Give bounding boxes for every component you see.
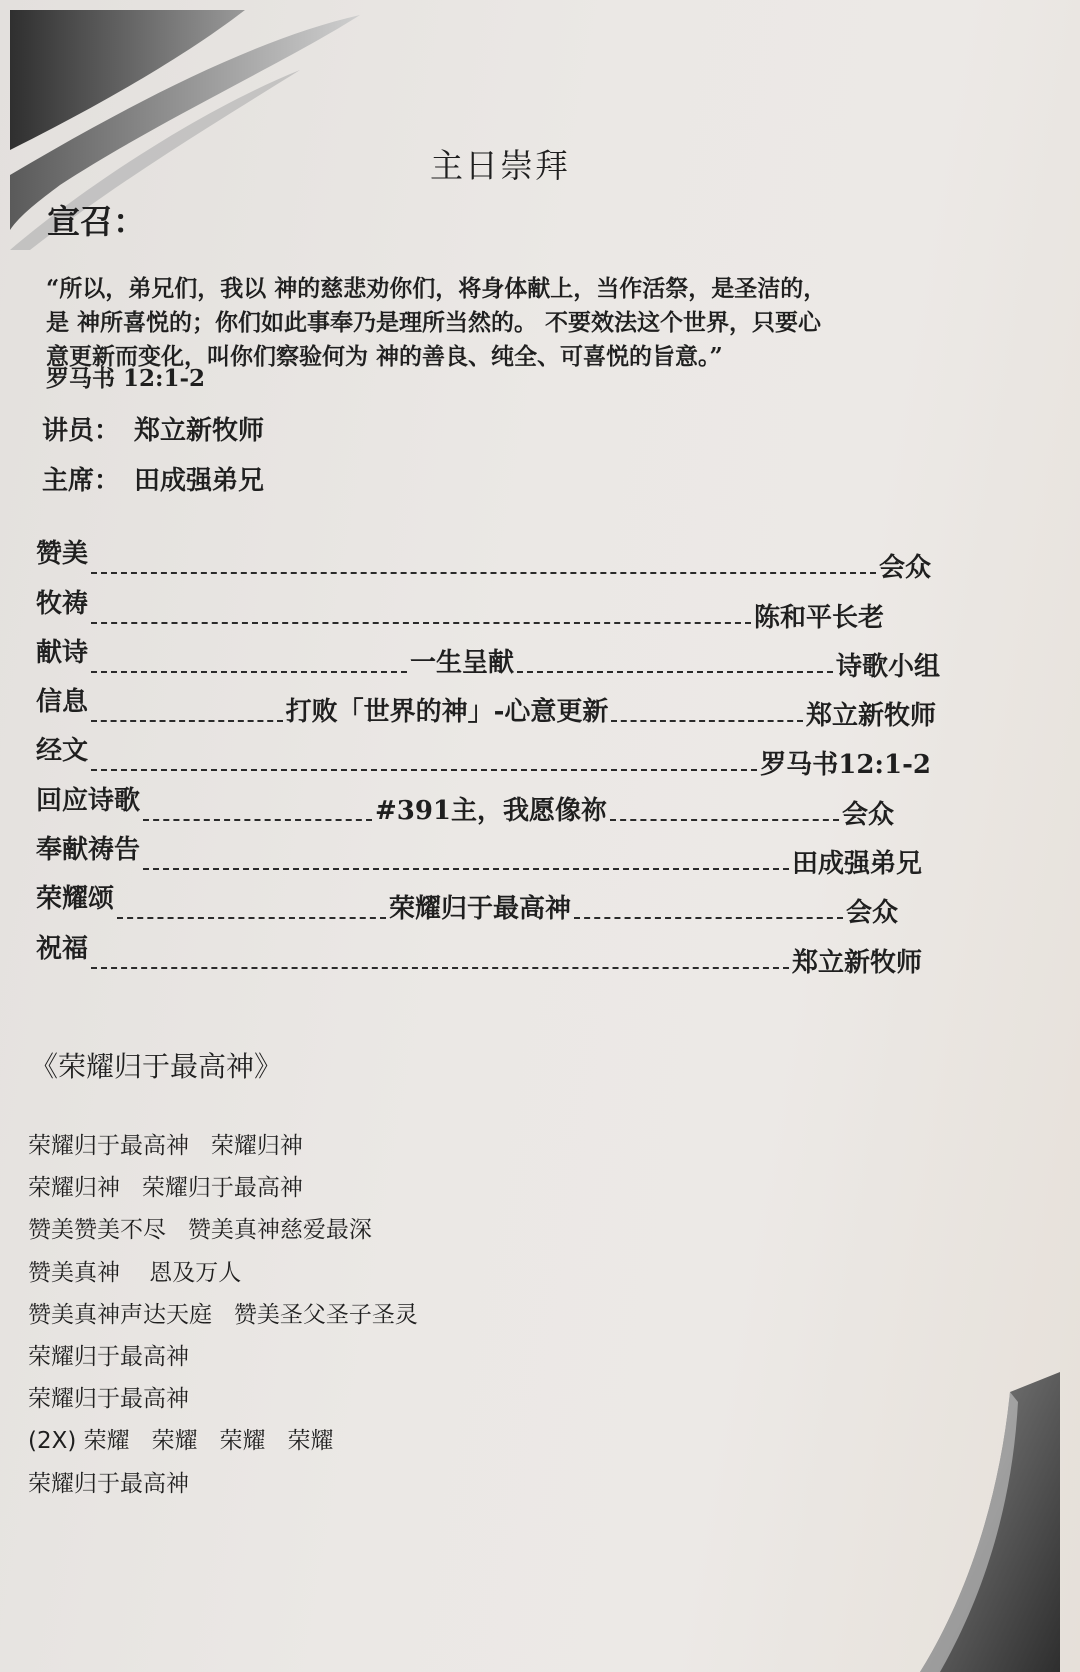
lyric-line: 赞美赞美不尽 赞美真神慈爱最深 (28, 1217, 372, 1244)
dashed-leader (91, 671, 407, 673)
page-title: 主日崇拜 (430, 146, 570, 185)
dashed-leader (91, 769, 757, 771)
speaker-label: 讲员： (42, 416, 121, 446)
dashed-leader (91, 967, 789, 969)
dashed-leader (143, 819, 372, 821)
hymn-lyrics (28, 1125, 418, 1505)
program-row (36, 831, 922, 880)
program-item: 回应诗歌 (36, 785, 141, 816)
program-row (36, 880, 898, 929)
program-leader: 田成强弟兄 (791, 849, 922, 880)
program-row (36, 732, 931, 781)
program-leader: 会众 (841, 799, 894, 830)
verse-line: 是 神所喜悦的；你们如此事奉乃是理所当然的。 不要效法这个世界，只要心 (46, 309, 822, 336)
dashed-leader (91, 622, 751, 624)
program-title: #391主，我愿像祢 (374, 795, 608, 826)
program-leader: 陈和平长老 (753, 602, 884, 633)
verse-line: “所以，弟兄们，我以 神的慈悲劝你们，将身体献上，当作活祭，是圣洁的， (46, 275, 827, 302)
program-item: 赞美 (36, 539, 89, 570)
hymn-title: 《荣耀归于最高神》 (30, 1050, 283, 1083)
program-item: 荣耀颂 (36, 884, 115, 915)
lyric-line: 赞美真神声达天庭 赞美圣父圣子圣灵 (28, 1301, 418, 1328)
call-to-worship-verse (46, 272, 936, 374)
order-of-service (36, 535, 941, 979)
dashed-leader (517, 671, 833, 673)
program-leader: 罗马书12:1-2 (760, 750, 931, 781)
program-leader: 会众 (846, 898, 899, 929)
program-row (36, 683, 936, 732)
dashed-leader (91, 720, 283, 722)
lyric-line: 荣耀归于最高神 (28, 1470, 189, 1497)
program-leader: 郑立新牧师 (806, 701, 937, 732)
corner-decoration (900, 1372, 1060, 1672)
program-leader: 郑立新牧师 (791, 947, 922, 978)
program-item: 祝福 (36, 933, 89, 964)
verse-reference: 罗马书 12:1-2 (46, 365, 206, 392)
program-leader: 会众 (878, 553, 931, 584)
program-item: 信息 (36, 687, 89, 718)
program-title: 荣耀归于最高神 (389, 894, 572, 925)
program-title: 打败「世界的神」-心意更新 (285, 697, 609, 728)
chair-line (42, 460, 264, 497)
program-leader: 诗歌小组 (836, 651, 941, 682)
program-item: 牧祷 (36, 588, 89, 619)
dashed-leader (574, 917, 843, 919)
chair-label: 主席： (42, 466, 121, 496)
dashed-leader (143, 868, 789, 870)
program-row (36, 584, 884, 633)
speaker-line (42, 410, 264, 447)
program-item: 经文 (36, 736, 89, 767)
chair-name: 田成强弟兄 (134, 466, 265, 496)
lyric-line: 赞美真神 恩及万人 (28, 1259, 242, 1286)
lyric-line: 荣耀归于最高神 荣耀归神 (28, 1133, 303, 1159)
lyric-line: (2X) 荣耀 荣耀 荣耀 荣耀 (28, 1428, 334, 1455)
program-row (36, 535, 931, 584)
program-title: 一生呈献 (410, 647, 515, 678)
verse-line: 意更新而变化，叫你们察验何为 神的善良、纯全、可喜悦的旨意。” (46, 343, 723, 370)
lyric-line: 荣耀归神 荣耀归于最高神 (28, 1175, 303, 1202)
call-to-worship-heading: 宣召： (47, 202, 146, 241)
program-row (36, 634, 940, 683)
program-item: 献诗 (36, 637, 89, 668)
lyric-line: 荣耀归于最高神 (28, 1344, 189, 1371)
speaker-name: 郑立新牧师 (134, 416, 265, 446)
dashed-leader (117, 917, 386, 919)
dashed-leader (91, 572, 876, 574)
program-row (36, 781, 894, 830)
program-row (36, 929, 922, 978)
dashed-leader (610, 819, 839, 821)
program-item: 奉献祷告 (36, 835, 141, 866)
lyric-line: 荣耀归于最高神 (28, 1386, 189, 1413)
dashed-leader (611, 720, 803, 722)
